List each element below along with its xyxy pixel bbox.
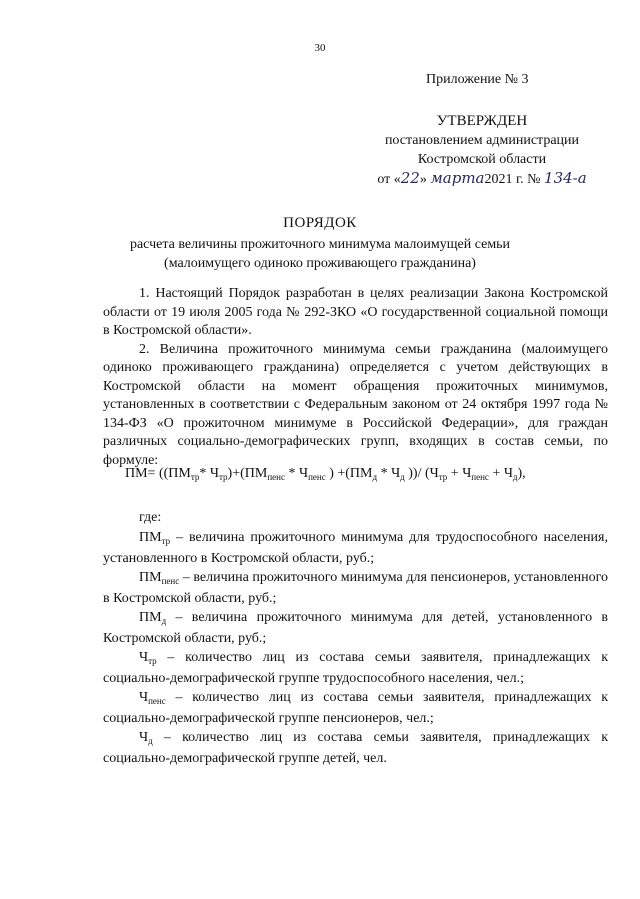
formula-part: ПМ= ((ПМ <box>125 466 191 481</box>
formula-part: ))/ (Ч <box>404 466 439 481</box>
formula-sub: д <box>372 472 378 482</box>
approval-line-2: Костромской области <box>417 152 547 167</box>
def-sub: тр <box>148 655 157 666</box>
title-block <box>60 214 580 273</box>
def-symbol: Ч <box>139 729 149 745</box>
def-sub: пенс <box>161 575 180 586</box>
formula-sub: д <box>400 472 405 482</box>
definition-ch-pens <box>103 689 608 729</box>
approval-block <box>362 112 602 189</box>
formula-part: * Ч <box>377 466 401 481</box>
paragraph-1: 1. Настоящий Порядок разработан в целях реализации Закона Костромской области от 19 июля 2005 года № 292-ЗКО «О государственной социальной помощи в Костромской области». <box>103 286 608 338</box>
definition-ch-tr <box>103 649 608 689</box>
formula-part: * Ч <box>284 466 309 481</box>
def-text: – величина прожиточного минимума для детей, установленного в Костромской области, руб.; <box>103 609 608 646</box>
formula-part: + Ч <box>488 466 513 481</box>
formula-part: ), <box>517 466 526 481</box>
date-prefix: от « <box>377 172 401 187</box>
appendix-label: Приложение № 3 <box>426 72 529 87</box>
formula-part: + Ч <box>447 466 472 481</box>
approved-heading: УТВЕРЖДЕН <box>436 113 528 129</box>
handwritten-number: 134-а <box>544 169 587 187</box>
def-sub: пенс <box>148 695 166 706</box>
definition-ch-d <box>103 729 608 769</box>
formula-part: )+(ПМ <box>227 466 268 481</box>
formula <box>125 466 605 482</box>
def-symbol: Ч <box>139 649 149 665</box>
handwritten-day: 22 <box>400 169 420 187</box>
def-symbol: ПМ <box>139 569 162 585</box>
definition-pm-tr <box>103 529 608 569</box>
def-sub: д <box>161 615 167 626</box>
handwritten-month: марта <box>430 169 485 187</box>
definition-pm-pens <box>103 569 608 609</box>
page-number: 30 <box>314 42 326 54</box>
formula-sub: пенс <box>267 472 285 482</box>
def-sub: тр <box>161 535 171 546</box>
def-text: – величина прожиточного минимума для пенсионеров, установленного в Костромской области, руб.; <box>103 569 608 606</box>
document-title: ПОРЯДОК <box>283 215 357 231</box>
approval-line-1: постановлением администрации <box>384 133 580 148</box>
def-symbol: ПМ <box>139 609 162 625</box>
paragraph-2: 2. Величина прожиточного минимума семьи гражданина (малоимущего одиноко проживающего гражданина) определяется с учетом действующих в Костромской области на момент обращения прожиточных минимумов, установленных в соответствии с Федеральным законом от 24 октября 1997 года № 134-ФЗ «О прожиточном минимуме в Российской Федерации», для граждан различных социально-демографических групп, входящих в состав семьи, по формуле: <box>103 341 608 468</box>
def-text: – количество лиц из состава семьи заявителя, принадлежащих к социально-демографической группе пенсионеров, чел.; <box>103 689 608 726</box>
def-symbol: Ч <box>139 689 149 705</box>
formula-sub: тр <box>190 472 200 482</box>
formula-sub: д <box>512 472 518 482</box>
date-quote-close: » <box>419 172 427 187</box>
formula-sub: пенс <box>308 472 326 482</box>
def-text: – количество лиц из состава семьи заявителя, принадлежащих к социально-демографической группе детей, чел. <box>103 729 608 766</box>
document-subtitle-1: расчета величины прожиточного минимума малоимущей семьи <box>129 237 511 252</box>
definitions-block <box>103 509 608 769</box>
formula-sub: тр <box>219 472 228 482</box>
formula-part: * Ч <box>199 466 219 481</box>
formula-part: ) +(ПМ <box>325 466 373 481</box>
def-text: – количество лиц из состава семьи заявителя, принадлежащих к социально-демографической группе трудоспособного населения, чел.; <box>103 649 608 686</box>
formula-sub: пенс <box>471 472 489 482</box>
def-text: – величина прожиточного минимума для трудоспособного населения, установленного в Костромской области, руб.; <box>103 529 608 566</box>
def-sub: д <box>148 735 153 746</box>
approval-date-line <box>362 169 602 189</box>
formula-sub: тр <box>438 472 448 482</box>
definition-pm-d <box>103 609 608 649</box>
body-text <box>103 285 608 470</box>
where-label: где: <box>139 510 162 525</box>
document-subtitle-2: (малоимущего одиноко проживающего гражданина) <box>164 256 476 271</box>
def-symbol: ПМ <box>139 529 162 545</box>
date-year: 2021 г. № <box>484 172 541 187</box>
